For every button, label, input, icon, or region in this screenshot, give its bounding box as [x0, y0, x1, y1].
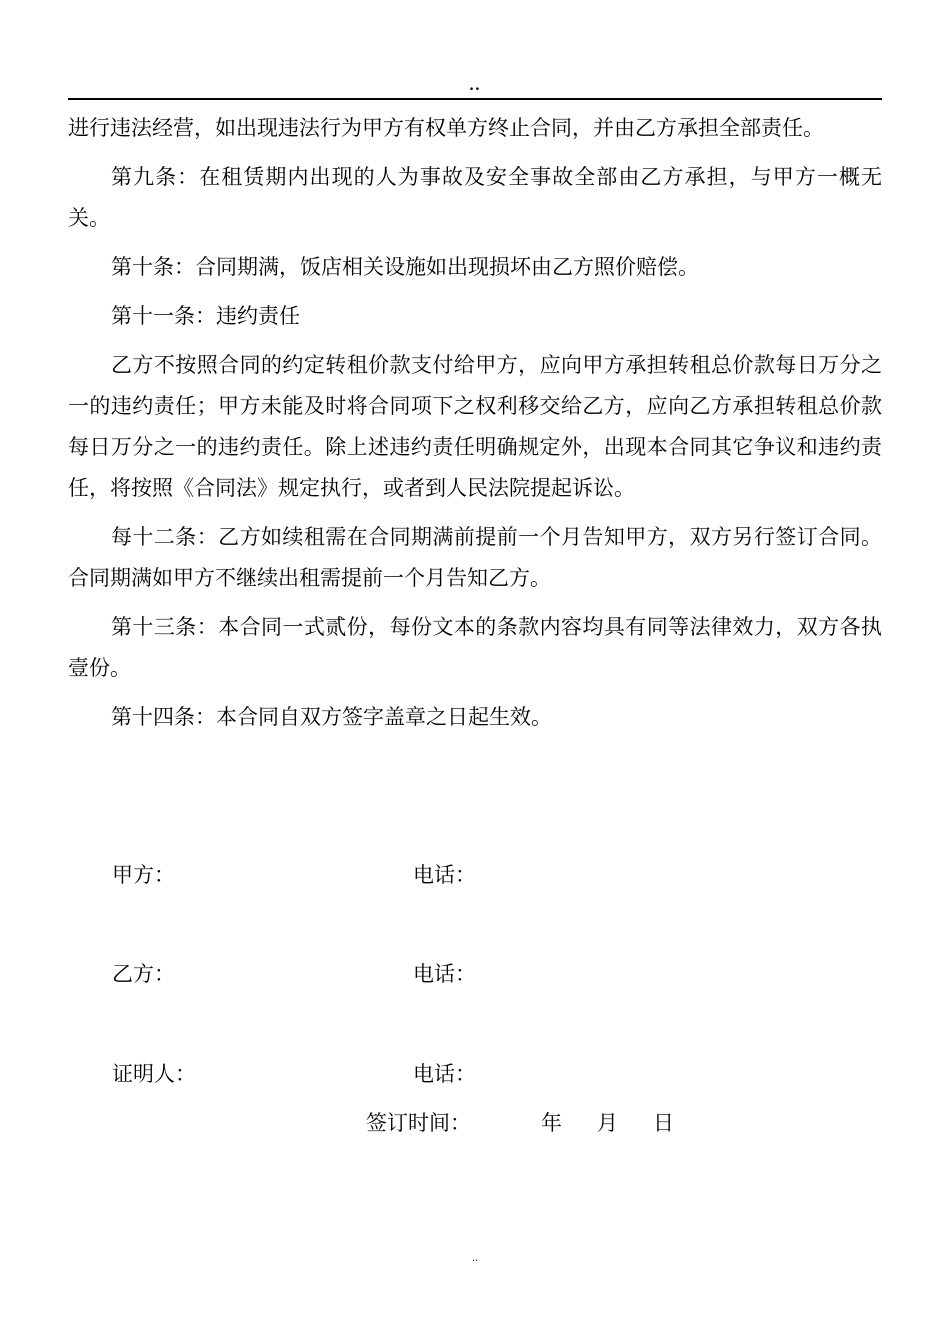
- clause-10: 第十条：合同期满，饭店相关设施如出现损坏由乙方照价赔偿。: [111, 255, 699, 279]
- clause-14: 第十四条：本合同自双方签字盖章之日起生效。: [111, 705, 552, 729]
- clause-11-body: 乙方不按照合同的约定转租价款支付给甲方，应向甲方承担转租总价款每日万分之一的违约责任；甲方未能及时将合同项下之权利移交给乙方，应向乙方承担转租总价款每日万分之一的违约责任。除上述违约责任明确规定外，出现本合同其它争议和违约责任，将按照《合同法》规定执行，或者到人民法院提起诉讼。: [68, 353, 882, 500]
- clause-9: 第九条：在租赁期内出现的人为事故及安全事故全部由乙方承担，与甲方一概无关。: [68, 165, 882, 230]
- page-footer-mark: ..: [471, 1253, 479, 1264]
- witness-phone-label: 电话：: [413, 1062, 476, 1086]
- signing-date-label: 签订时间：: [366, 1111, 471, 1135]
- witness-label: 证明人：: [112, 1062, 196, 1086]
- clause-11-heading: 第十一条：违约责任: [111, 304, 300, 328]
- header-divider: [68, 98, 882, 100]
- clause-13: 第十三条：本合同一式贰份，每份文本的条款内容均具有同等法律效力，双方各执壹份。: [68, 615, 882, 680]
- signing-date-day: 日: [653, 1111, 674, 1135]
- party-b-phone-label: 电话：: [413, 962, 476, 986]
- signing-date-line: [366, 1108, 674, 1138]
- clause-12: 每十二条：乙方如续租需在合同期满前提前一个月告知甲方，双方另行签订合同。合同期满如甲方不继续出租需提前一个月告知乙方。: [68, 525, 882, 590]
- party-a-phone-label: 电话：: [413, 863, 476, 887]
- contract-body: [68, 108, 882, 746]
- party-b-label: 乙方：: [112, 962, 175, 986]
- party-a-label: 甲方：: [112, 863, 175, 887]
- signing-date-month: 月: [597, 1111, 618, 1135]
- signing-date-year: 年: [541, 1111, 562, 1135]
- clause-8-continuation: 进行违法经营，如出现违法行为甲方有权单方终止合同，并由乙方承担全部责任。: [68, 116, 824, 140]
- page-header-mark: ..: [469, 78, 481, 94]
